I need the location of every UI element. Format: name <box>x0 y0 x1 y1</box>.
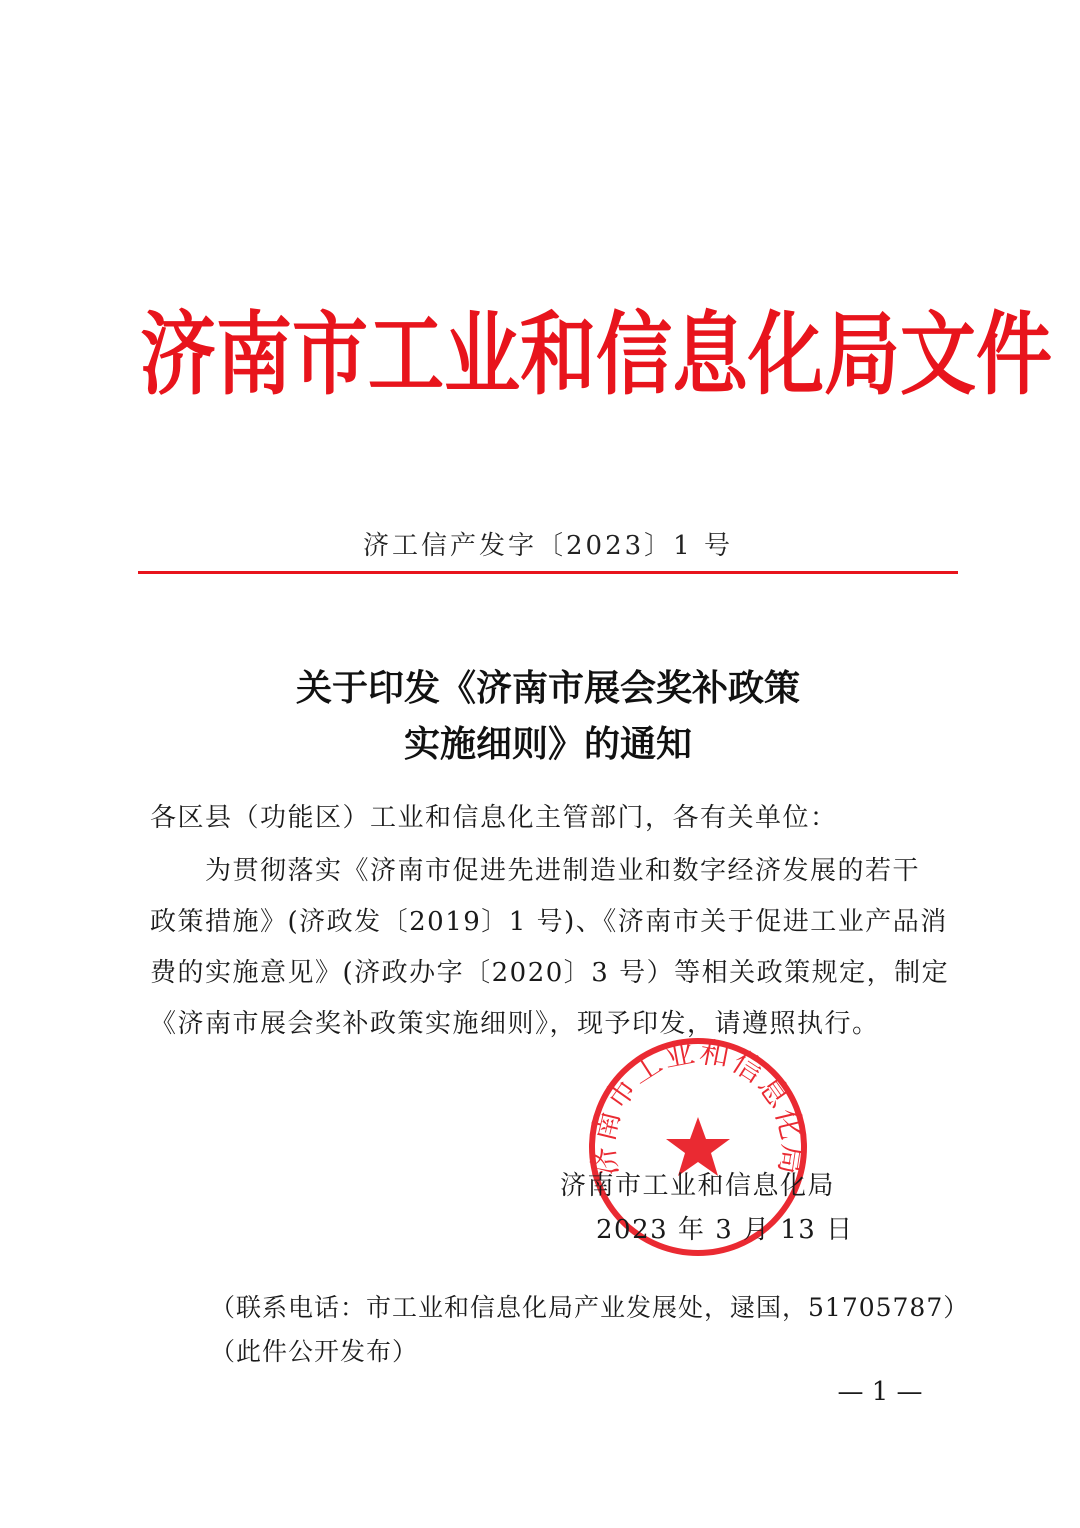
body-line: 政策措施》(济政发〔2019〕1 号)、《济南市关于促进工业产品消 <box>150 907 948 937</box>
body-line: 费的实施意见》(济政办字〔2020〕3 号）等相关政策规定，制定 <box>150 958 950 988</box>
title-line-2: 实施细则》的通知 <box>403 723 692 765</box>
title-line-1: 关于印发《济南市展会奖补政策 <box>295 667 800 709</box>
issue-date: 2023 年 3 月 13 日 <box>596 1215 854 1245</box>
body-line: 《济南市展会奖补政策实施细则》，现予印发，请遵照执行。 <box>150 1009 880 1039</box>
document-title <box>140 660 956 772</box>
body-line: 为贯彻落实《济南市促进先进制造业和数字经济发展的若干 <box>150 856 921 886</box>
issuing-authority: 济南市工业和信息化局 <box>560 1171 836 1201</box>
publication-note: （此件公开发布） <box>210 1337 419 1366</box>
document-number: 济工信产发字〔2023〕1 号 <box>363 531 733 561</box>
seal-arc-text: 济南市工业和信息化局 <box>586 1035 810 1179</box>
red-divider-line <box>138 571 958 574</box>
page-number: — 1 — <box>837 1377 923 1407</box>
contact-info-block <box>210 1286 970 1374</box>
salutation: 各区县（功能区）工业和信息化主管部门，各有关单位： <box>150 803 838 833</box>
contact-phone: （联系电话：市工业和信息化局产业发展处，逯国，51705787） <box>210 1293 970 1322</box>
body-paragraph <box>150 846 950 1050</box>
document-masthead: 济南市工业和信息化局文件 <box>140 301 1052 407</box>
